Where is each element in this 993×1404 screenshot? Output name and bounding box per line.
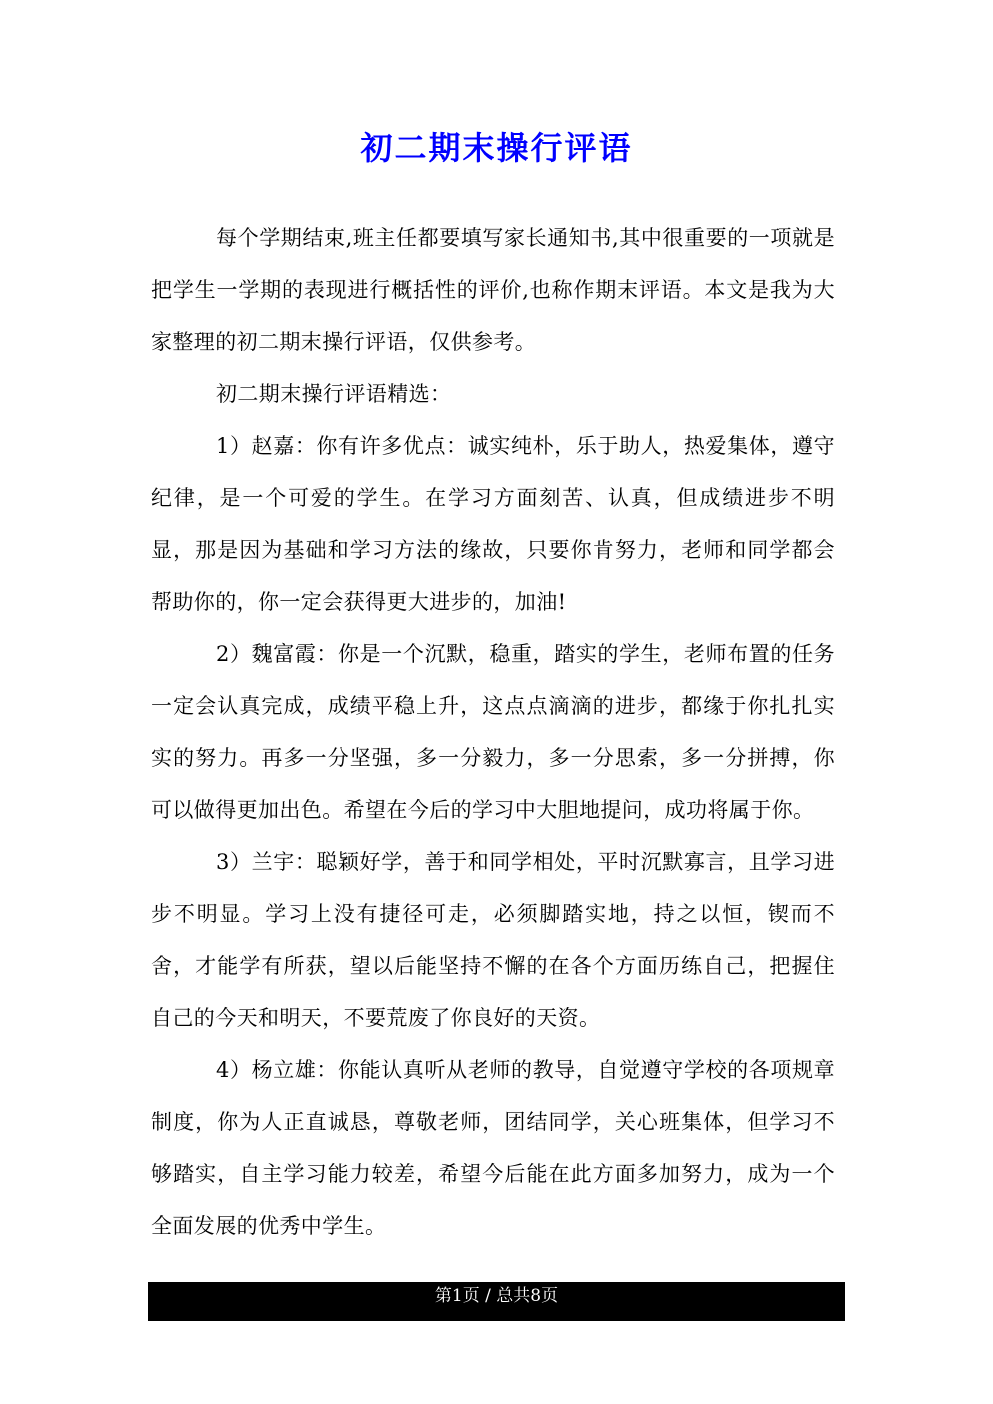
page-indicator: 第1页 / 总共8页 — [434, 1286, 559, 1306]
document-body — [151, 212, 835, 1252]
intro-paragraph: 每个学期结束,班主任都要填写家长通知书,其中很重要的一项就是把学生一学期的表现进行概括性的评价,也称作期末评语。本文是我为大家整理的初二期末操行评语，仅供参考。 — [151, 226, 835, 354]
comment-item-4: 4）杨立雄：你能认真听从老师的教导，自觉遵守学校的各项规章制度，你为人正直诚恳，尊敬老师，团结同学，关心班集体，但学习不够踏实，自主学习能力较差，希望今后能在此方面多加努力，成为一个全面发展的优秀中学生。 — [151, 1058, 835, 1238]
comment-item-1: 1）赵嘉：你有许多优点：诚实纯朴，乐于助人，热爱集体，遵守纪律，是一个可爱的学生。在学习方面刻苦、认真，但成绩进步不明显，那是因为基础和学习方法的缘故，只要你肯努力，老师和同学都会帮助你的，你一定会获得更大进步的，加油! — [151, 434, 835, 614]
comment-item-3: 3）兰宇：聪颖好学，善于和同学相处，平时沉默寡言，且学习进步不明显。学习上没有捷径可走，必须脚踏实地，持之以恒，锲而不舍，才能学有所获，望以后能坚持不懈的在各个方面历练自己，把握住自己的今天和明天，不要荒废了你良好的天资。 — [151, 850, 835, 1030]
page-footer-bar — [148, 1282, 845, 1321]
document-title: 初二期末操行评语 — [360, 129, 633, 167]
comment-item-2: 2）魏富霞：你是一个沉默，稳重，踏实的学生，老师布置的任务一定会认真完成，成绩平稳上升，这点点滴滴的进步，都缘于你扎扎实实的努力。再多一分坚强，多一分毅力，多一分思索，多一分拼搏，你可以做得更加出色。希望在今后的学习中大胆地提问，成功将属于你。 — [151, 642, 835, 822]
section-heading: 初二期末操行评语精选： — [216, 382, 452, 406]
